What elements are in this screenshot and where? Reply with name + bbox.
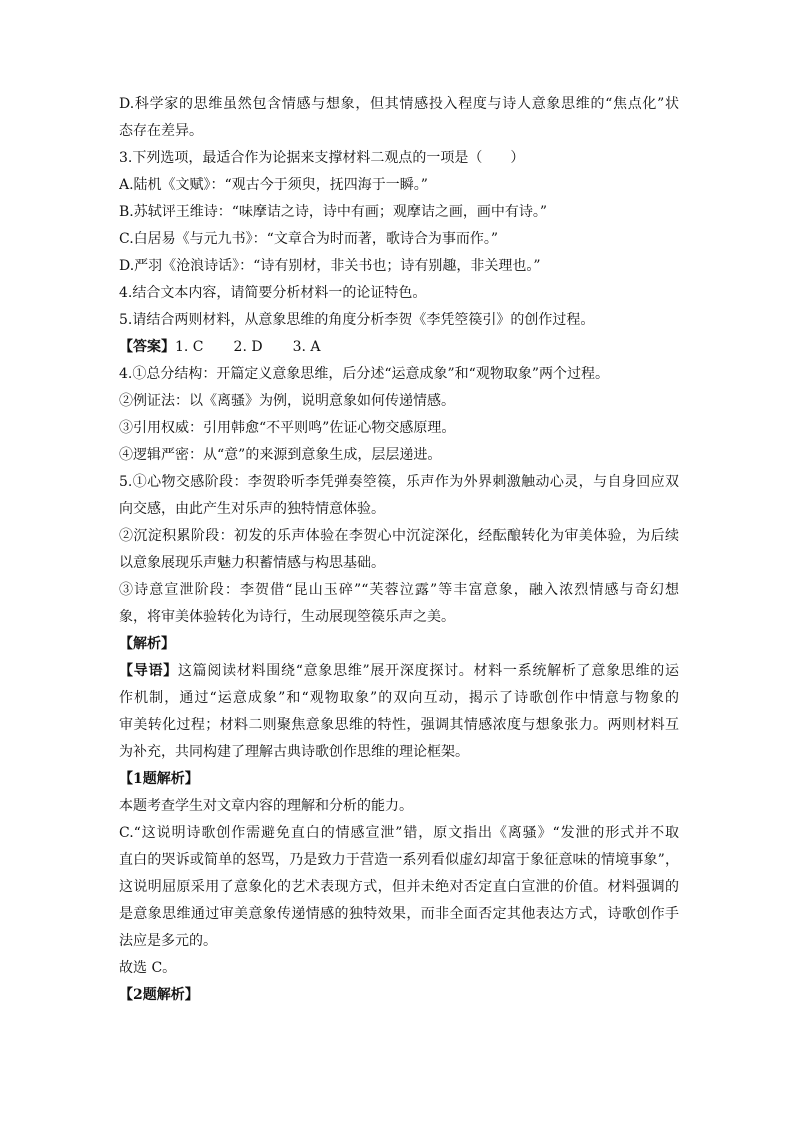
guide-line: 作机制，通过“运意成象”和“观物取象”的双向互动，揭示了诗歌创作中情意与物象的: [119, 690, 679, 706]
answer-line: ④逻辑严密：从“意”的来源到意象生成，层层递进。: [119, 447, 442, 463]
document-page: [119, 91, 679, 1009]
answer-line: 象，将审美体验转化为诗行，生动展现箜篌乐声之美。: [119, 609, 455, 625]
analysis-line: 法应是多元的。: [119, 933, 217, 949]
q1-heading: 【1题解析】: [119, 771, 199, 787]
answer-line: ③引用权威：引用韩愈“不平则鸣”佐证心物交感原理。: [119, 420, 456, 436]
answer-line: 5.①心物交感阶段：李贺聆听李凭弹奏箜篌，乐声作为外界刺激触动心灵，与自身回应双: [119, 474, 679, 490]
analysis-line: 本题考查学生对文章内容的理解和分析的能力。: [119, 798, 413, 814]
question-4: 4.结合文本内容，请简要分析材料一的论证特色。: [119, 285, 427, 301]
guide-block: [119, 658, 679, 766]
option-b: B.苏轼评王维诗：“味摩诘之诗，诗中有画；观摩诘之画，画中有诗。”: [119, 204, 548, 220]
guide-line: [119, 658, 679, 685]
question-5: 5.请结合两则材料，从意象思维的角度分析李贺《李凭箜篌引》的创作过程。: [119, 312, 595, 328]
option-d: D.严羽《沧浪诗话》：“诗有别材，非关书也；诗有别趣，非关理也。”: [119, 258, 541, 274]
answer-line: ③诗意宣泄阶段：李贺借“昆山玉碎”“芙蓉泣露”等丰富意象，融入浓烈情感与奇幻想: [119, 582, 679, 598]
guide-line: 为补充，共同构建了理解古典诗歌创作思维的理论框架。: [119, 744, 469, 760]
guide-line: 审美转化过程；材料二则聚焦意象思维的特性，强调其情感浓度与想象张力。两则材料互: [119, 717, 679, 733]
answer-line: ②沉淀积累阶段：初发的乐声体验在李贺心中沉淀深化，经酝酿转化为审美体验，为后续: [119, 528, 679, 544]
analysis-heading: 【解析】: [119, 636, 175, 652]
analysis-line: 直白的哭诉或简单的怒骂，乃是致力于营造一系列看似虚幻却富于象征意味的情境事象”，: [119, 852, 679, 868]
answer-line: 4.①总分结构：开篇定义意象思维，后分述“运意成象”和“观物取象”两个过程。: [119, 366, 609, 382]
question-block: [119, 91, 679, 334]
question-3: 3.下列选项，最适合作为论据来支撑材料二观点的一项是（ ）: [119, 150, 525, 166]
text-line: D.科学家的思维虽然包含情感与想象，但其情感投入程度与诗人意象思维的“焦点化”状: [119, 96, 679, 112]
answer-line: 向交感，由此产生对乐声的独特情意体验。: [119, 501, 385, 517]
answer-item: 2. D: [233, 339, 263, 355]
option-c: C.白居易《与元九书》：“文章合为时而著，歌诗合为事而作。”: [119, 231, 498, 247]
guide-label: 【导语】: [119, 663, 178, 679]
answer-line: ②例证法：以《离骚》为例，说明意象如何传递情感。: [119, 393, 455, 409]
text-line: 态存在差异。: [119, 123, 203, 139]
guide-text: 这篇阅读材料围绕“意象思维”展开深度探讨。材料一系统解析了意象思维的运: [177, 663, 679, 679]
answer-line: 以意象展现乐声魅力积蓄情感与构思基础。: [119, 555, 385, 571]
answer-label: 【答案】: [119, 339, 175, 355]
analysis-line: 故选 C。: [119, 960, 177, 976]
analysis-line: C.“这说明诗歌创作需避免直白的情感宣泄”错，原文指出《离骚》“发泄的形式并不取: [119, 825, 679, 841]
q2-heading: 【2题解析】: [119, 987, 199, 1003]
analysis-line: 这说明屈原采用了意象化的艺术表现方式，但并未绝对否定直白宣泄的价值。材料强调的: [119, 879, 679, 895]
analysis-line: 是意象思维通过审美意象传递情感的独特效果，而非全面否定其他表达方式，诗歌创作手: [119, 906, 679, 922]
q1-analysis-block: [119, 793, 679, 982]
answer-block: [119, 361, 679, 631]
answer-row: [119, 334, 679, 361]
answer-item: 1. C: [175, 339, 204, 355]
option-a: A.陆机《文赋》：“观古今于须臾，抚四海于一瞬。”: [119, 177, 428, 193]
answer-item: 3. A: [292, 339, 321, 355]
